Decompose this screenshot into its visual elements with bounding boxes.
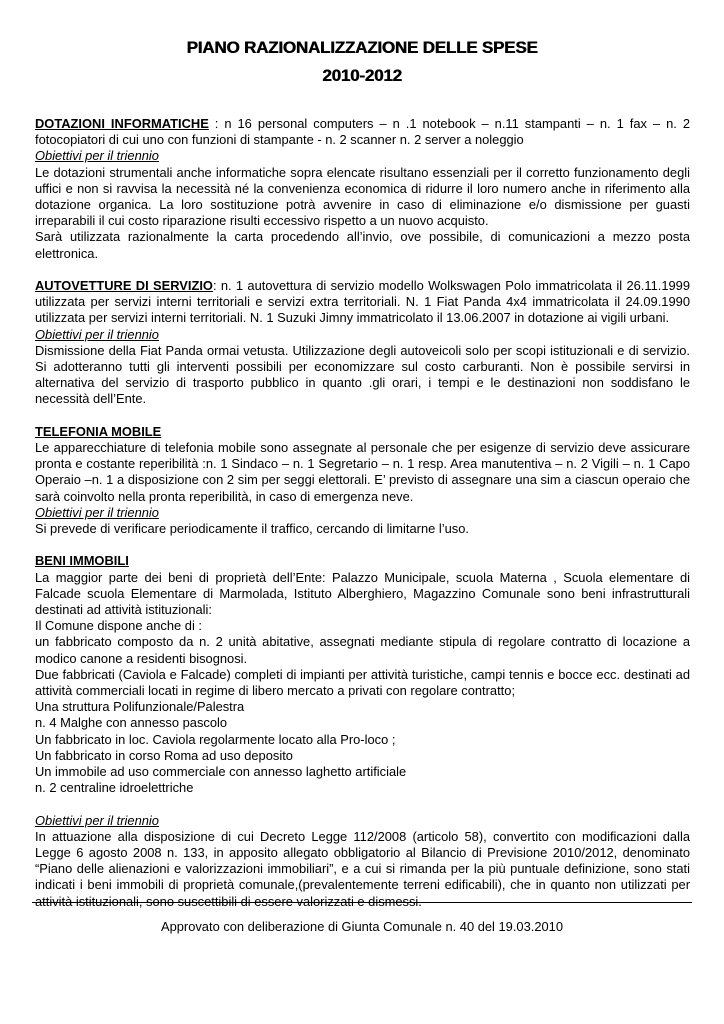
document-period: 2010-2012 [322, 66, 402, 85]
beni-list-item: Un fabbricato in corso Roma ad uso deposito [35, 747, 293, 763]
beni-paragraph-1: La maggior parte dei beni di proprietà dell’Ente: Palazzo Municipale, scuola Materna , Scuola elementare di Falcade scuola Elementare di Marmolada, Istituto Alberghiero, Magazzino Comunale sono beni infrastrutturali destinati ad attività istituzionali: [35, 569, 690, 618]
section-autovetture [35, 278, 690, 408]
document-title: PIANO RAZIONALIZZAZIONE DELLE SPESE [186, 38, 538, 57]
beni-list-item: Una struttura Polifunzionale/Palestra [35, 699, 245, 715]
section-telefonia-mobile [35, 424, 690, 537]
section-beni-objectives [35, 813, 690, 910]
beni-list-item: n. 2 centraline idroelettriche [35, 780, 194, 796]
telefonia-paragraph-2: Si prevede di verificare periodicamente il traffico, cercando di limitarne l’uso. [35, 521, 469, 537]
document-body [35, 116, 690, 910]
section-heading: TELEFONIA MOBILE [35, 423, 162, 439]
section-heading: DOTAZIONI INFORMATICHE [35, 116, 209, 131]
approval-footer: Approvato con deliberazione di Giunta Comunale n. 40 del 19.03.2010 [160, 919, 564, 934]
section-dotazioni-informatiche [35, 116, 690, 262]
beni-paragraph-4: In attuazione alla disposizione di cui Decreto Legge 112/2008 (articolo 58), convertito con modificazioni dalla Legge 6 agosto 2008 n. 133, in apposito allegato obbligatorio al Bilancio di Previsione 2010/2012, denominato “Piano delle alienazioni e valorizzazioni immobiliari”, e a cui si rimanda per la più puntuale definizione, sono stati indicati i beni immobili di proprietà comunale,(prevalentemente terreni edificabili), che in quanto non utilizzati per attività istituzionali, sono suscettibili di essere valorizzati e dismessi. [35, 828, 690, 909]
beni-list-item: Un immobile ad uso commerciale con annesso laghetto artificiale [35, 764, 407, 780]
objectives-label: Obiettivi per il triennio [35, 326, 159, 342]
objectives-label: Obiettivi per il triennio [35, 504, 159, 520]
beni-list-item: Un fabbricato in loc. Caviola regolarmente locato alla Pro-loco ; [35, 731, 396, 747]
dotazioni-intro [35, 116, 690, 148]
objectives-label: Obiettivi per il triennio [35, 812, 159, 828]
beni-paragraph-2: un fabbricato composto da n. 2 unità abitative, assegnati mediante stipula di regolare contratto di locazione a modico canone a residenti bisognosi. [35, 634, 690, 666]
autovetture-intro [35, 278, 690, 327]
autovetture-paragraph-1: Dismissione della Fiat Panda ormai vetusta. Utilizzazione degli autoveicoli solo per scopi istituzionali e di servizio. Si adotteranno tutti gli interventi possibili per economizzare sul costo carburanti. Non è possibile servirsi in alternativa del servizio di trasporto pubblico in quanto .gli orari, i tempi e le destinazioni non soddisfano le necessità dell’Ente. [35, 342, 690, 407]
beni-comune-line: Il Comune dispone anche di : [35, 618, 202, 634]
beni-paragraph-3: Due fabbricati (Caviola e Falcade) completi di impianti per attività turistiche, campi tennis e bocce ecc. destinati ad attività commerciali locati in regime di libero mercato a privati con regolare contratto; [35, 666, 690, 699]
objectives-label: Obiettivi per il triennio [35, 148, 159, 164]
dotazioni-intro-text: : n 16 personal computers – n .1 notebook – n.11 stampanti – n. 1 fax – n. 2 fotocopiatori di cui uno con funzioni di stampante - n. 2 scanner n. 2 server a noleggio [35, 116, 690, 148]
footer-divider [32, 902, 692, 903]
section-beni-immobili [35, 553, 690, 796]
section-heading: BENI IMMOBILI [35, 553, 129, 569]
autovetture-intro-text: : n. 1 autovettura di servizio modello Wolkswagen Polo immatricolata il 26.11.1999 utilizzata per servizi interni territoriali e servizi extra territoriali. N. 1 Fiat Panda 4x4 immatricolata il 24.09.1990 utilizzata per servizi interni territoriali. N. 1 Suzuki Jimny immatricolato il 13.06.2007 in dotazione ai vigili urbani. [35, 278, 691, 326]
dotazioni-paragraph-1: Le dotazioni strumentali anche informatiche sopra elencate risultano essenziali per il corretto funzionamento degli uffici e non si ravvisa la necessità né la convenienza economica di ridurre il loro numero anche in riferimento alla dotazione organica. La loro sostituzione potrà avvenire in caso di eliminazione e/o dismissione per guasti irreparabili il cui costo riparazione risulti eccessivo rispetto a un nuovo acquisto. [35, 164, 690, 229]
telefonia-paragraph-1: Le apparecchiature di telefonia mobile sono assegnate al personale che per esigenze di servizio deve assicurare pronta e costante reperibilità :n. 1 Sindaco – n. 1 Segretario – n. 1 resp. Area manutentiva – n. 2 Vigili – n. 1 Capo Operaio –n. 1 a disposizione con 2 sim per seggi elettorali. E’ previsto di assegnare una sim a ciascun operaio che sarà coinvolto nella pronta reperibilità, in caso di emergenza neve. [35, 440, 690, 504]
beni-list-item: n. 4 Malghe con annesso pascolo [35, 715, 228, 731]
section-heading: AUTOVETTURE DI SERVIZIO [35, 278, 213, 294]
dotazioni-paragraph-2: Sarà utilizzata razionalmente la carta procedendo all’invio, ove possibile, di comunicazioni a mezzo posta elettronica. [35, 229, 690, 261]
